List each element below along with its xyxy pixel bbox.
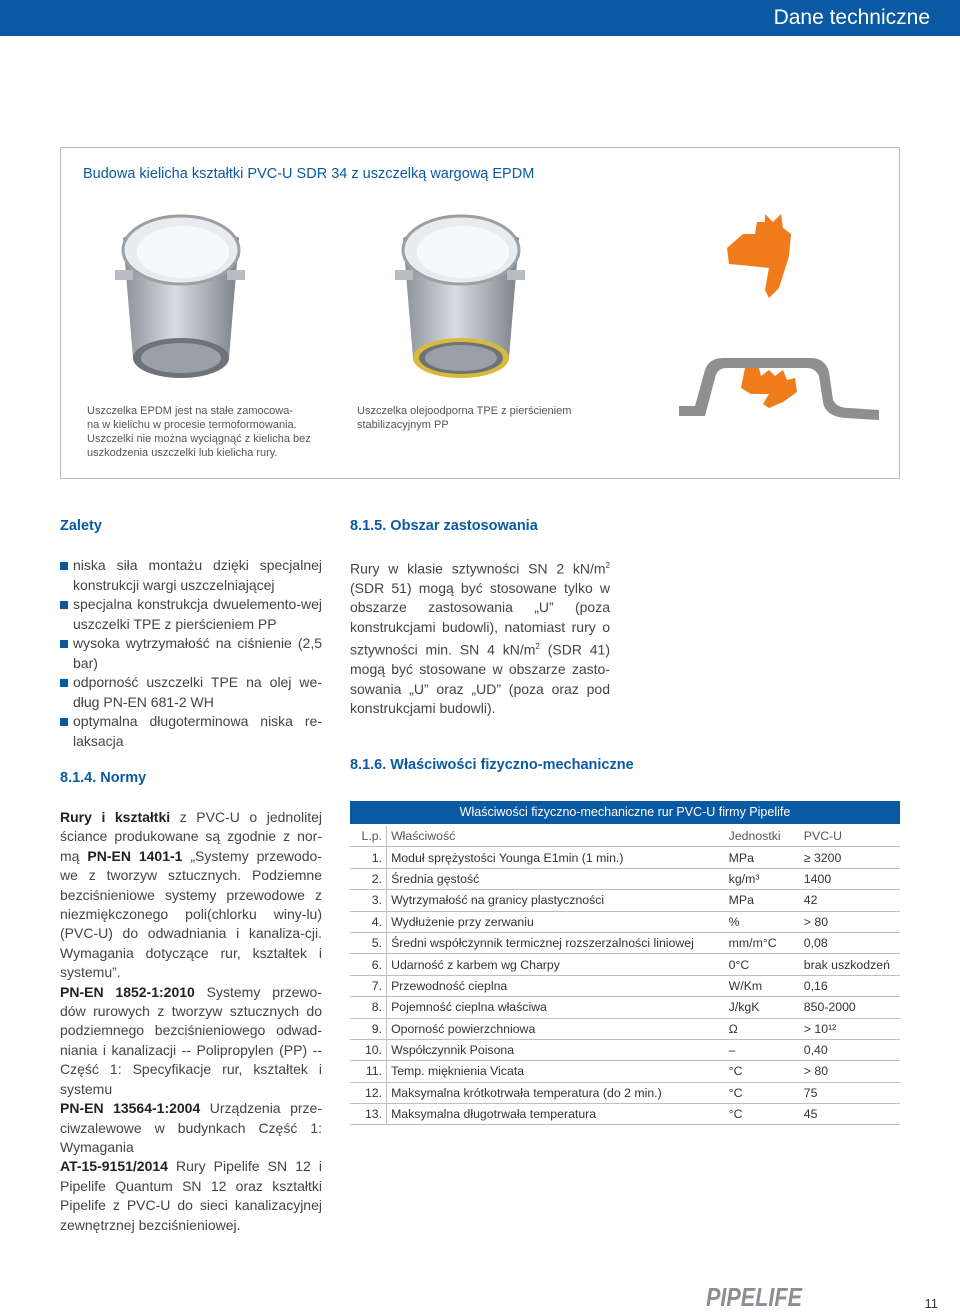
bullet-icon [60, 718, 68, 726]
row-number: L.p. [350, 826, 387, 847]
table-row [350, 847, 900, 868]
application-title: 8.1.5. Obszar zastosowania [350, 518, 538, 534]
pvc-value: > 80 [800, 911, 900, 932]
superscript: 2 [535, 642, 540, 652]
seal-profile-image [721, 208, 801, 308]
caption-line: Uszczelki nie można wyciągnąć z kielicha bez [87, 433, 311, 445]
caption-line: stabilizacyjnym PP [357, 419, 449, 431]
norm-bold: AT-15-9151/2014 [60, 1158, 168, 1175]
norm-text: Systemy przewo-dów rurowych z tworzyw sztucznych do podziemnego bezciśnieniowego odwad-niania i kanalizacji -- Polipropylen (PP) -- Część 1: Specyfikacje rur, kształtek i systemu [60, 983, 322, 1097]
row-number: 13. [350, 1104, 387, 1125]
advantages-title: Zalety [60, 518, 102, 534]
row-number: 11. [350, 1061, 387, 1082]
list-item [60, 712, 322, 751]
pvc-value: 1400 [800, 868, 900, 889]
table-row [350, 1039, 900, 1060]
row-number: 1. [350, 847, 387, 868]
table-row [350, 1061, 900, 1082]
list-item-text: odporność uszczelki TPE na olej we-dług PN-EN 681-2 WH [73, 674, 322, 710]
pvc-value: brak uszkodzeń [800, 954, 900, 975]
pipe-socket-epdm-image [101, 208, 261, 388]
application-text [350, 556, 610, 719]
property-name: Moduł sprężystości Younga E1min (1 min.) [387, 847, 725, 868]
property-name: Wydłużenie przy zerwaniu [387, 911, 725, 932]
page-number: 11 [924, 1296, 938, 1311]
pvc-value: > 80 [800, 1061, 900, 1082]
property-name: Średnia gęstość [387, 868, 725, 889]
row-number: 2. [350, 868, 387, 889]
unit: 0°C [725, 954, 800, 975]
property-name: Wytrzymałość na granicy plastyczności [387, 890, 725, 911]
unit: °C [725, 1082, 800, 1103]
pvc-value: ≥ 3200 [800, 847, 900, 868]
list-item [60, 634, 322, 673]
pvc-value: 45 [800, 1104, 900, 1125]
gasket-figure-box [60, 147, 900, 479]
norm-text: z PVC-U o jednolitej ściance produkowane są zgodnie z nor-mą [60, 809, 322, 864]
caption-line: uszkodzenia uszczelki lub kielicha rury. [87, 447, 278, 459]
norm-bold: PN-EN 1401-1 [87, 847, 183, 864]
unit: % [725, 911, 800, 932]
pvc-value: 0,40 [800, 1039, 900, 1060]
caption-line: Uszczelka olejoodporna TPE z pierścieniem [357, 405, 572, 417]
list-item [60, 595, 322, 634]
table-row [350, 1082, 900, 1103]
row-number: 4. [350, 911, 387, 932]
table-row [350, 1018, 900, 1039]
bullet-icon [60, 601, 68, 609]
table-header-row [350, 826, 900, 847]
unit: kg/m³ [725, 868, 800, 889]
property-name: Maksymalna krótkotrwała temperatura (do 2 min.) [387, 1082, 725, 1103]
pvc-value: PVC-U [800, 826, 900, 847]
unit: W/Km [725, 975, 800, 996]
row-number: 7. [350, 975, 387, 996]
property-name: Maksymalna długotrwała temperatura [387, 1104, 725, 1125]
properties-title: 8.1.6. Właściwości fizyczno-mechaniczne [350, 757, 634, 773]
caption-tpe [357, 404, 617, 432]
row-number: 5. [350, 932, 387, 953]
pvc-value: 75 [800, 1082, 900, 1103]
list-item-text: specjalna konstrukcja dwuelemento-wej uszczelki TPE z pierścieniem PP [73, 596, 322, 632]
list-item-text: optymalna długoterminowa niska re-laksacja [73, 713, 322, 749]
table-row [350, 1104, 900, 1125]
table-row [350, 868, 900, 889]
pvc-value: > 10¹² [800, 1018, 900, 1039]
unit: J/kgK [725, 997, 800, 1018]
norm-text: „Systemy przewodo-we z tworzyw sztucznych. Podziemne bezciśnieniowe systemy przewodowe z niezmiękczonego poli(chlorku winy-lu) (PVC-U) do odwadniania i kanaliza-cji. Wymagania dotyczące rur, kształtek i systemu”. [60, 847, 322, 981]
list-item [60, 673, 322, 712]
unit: Ω [725, 1018, 800, 1039]
caption-line: na w kielichu w procesie termoformowania. [87, 419, 297, 431]
row-number: 9. [350, 1018, 387, 1039]
list-item-text: niska siła montażu dzięki specjalnej konstrukcji wargi uszczelniającej [73, 557, 322, 593]
unit: °C [725, 1104, 800, 1125]
pvc-value: 42 [800, 890, 900, 911]
application-text-part: Rury w klasie sztywności SN 2 kN/m [350, 560, 606, 577]
unit: – [725, 1039, 800, 1060]
property-name: Temp. mięknienia Vicata [387, 1061, 725, 1082]
norm-text: Rury Pipelife SN 12 i Pipelife Quantum SN 12 oraz kształtki Pipelife z PVC-U do sieci kanalizacyjnej zewnętrznej bezciśnieniowej. [60, 1158, 322, 1233]
property-name: Właściwość [387, 826, 725, 847]
table-row [350, 890, 900, 911]
pvc-value: 0,08 [800, 932, 900, 953]
logo-text: PIPELIFE [706, 1282, 803, 1312]
property-name: Przewodność cieplna [387, 975, 725, 996]
norm-bold: Rury i kształtki [60, 809, 171, 825]
row-number: 12. [350, 1082, 387, 1103]
norm-bold: PN-EN 13564-1:2004 [60, 1100, 201, 1117]
list-item [60, 556, 322, 595]
unit: °C [725, 1061, 800, 1082]
caption-epdm [87, 404, 323, 460]
property-name: Udarność z karbem wg Charpy [387, 954, 725, 975]
unit: MPa [725, 847, 800, 868]
property-name: Oporność powierzchniowa [387, 1018, 725, 1039]
pipe-socket-tpe-image [381, 208, 541, 388]
property-name: Współczynnik Poisona [387, 1039, 725, 1060]
table-row [350, 975, 900, 996]
table-row [350, 932, 900, 953]
header-bar [0, 0, 960, 36]
gasket-box-title: Budowa kielicha kształtki PVC-U SDR 34 z uszczelką wargową EPDM [83, 166, 535, 182]
bullet-icon [60, 640, 68, 648]
table-row [350, 911, 900, 932]
norms-text [60, 808, 322, 1235]
pvc-value: 850-2000 [800, 997, 900, 1018]
advantages-list [60, 556, 322, 751]
socket-section-image [679, 348, 879, 428]
caption-line: Uszczelka EPDM jest na stałe zamocowa- [87, 405, 294, 417]
properties-table [350, 826, 900, 1125]
list-item-text: wysoka wytrzymałość na ciśnienie (2,5 bar) [73, 635, 322, 671]
norm-text: Urządzenia prze-ciwzalewowe w budynkach Część 1: Wymagania [60, 1100, 322, 1155]
row-number: 6. [350, 954, 387, 975]
unit: Jednostki [725, 826, 800, 847]
bullet-icon [60, 679, 68, 687]
bullet-icon [60, 562, 68, 570]
properties-table-title: Właściwości fizyczno-mechaniczne rur PVC-U firmy Pipelife [350, 801, 900, 824]
table-row [350, 954, 900, 975]
row-number: 3. [350, 890, 387, 911]
property-name: Pojemność cieplna właściwa [387, 997, 725, 1018]
unit: mm/m°C [725, 932, 800, 953]
pipelife-logo [706, 1278, 806, 1312]
norm-bold: PN-EN 1852-1:2010 [60, 983, 195, 1000]
superscript: 2 [605, 561, 610, 570]
table-row [350, 997, 900, 1018]
unit: MPa [725, 890, 800, 911]
row-number: 8. [350, 997, 387, 1018]
application-text-part: (SDR 51) mogą być stosowane tylko w obszarze zastosowania „U” (poza konstrukcjami budowli), natomiast rury o sztywności min. SN 4 kN/m [350, 580, 610, 658]
header-title: Dane techniczne [773, 6, 930, 29]
property-name: Średni współczynnik termicznej rozszerzalności liniowej [387, 932, 725, 953]
pvc-value: 0,16 [800, 975, 900, 996]
norms-title: 8.1.4. Normy [60, 770, 147, 786]
application-text-part: (SDR 41) mogą być stosowane w obszarze zasto-sowania „U” oraz „UD” (poza oraz pod konstrukcjami budowli). [350, 641, 610, 717]
row-number: 10. [350, 1039, 387, 1060]
